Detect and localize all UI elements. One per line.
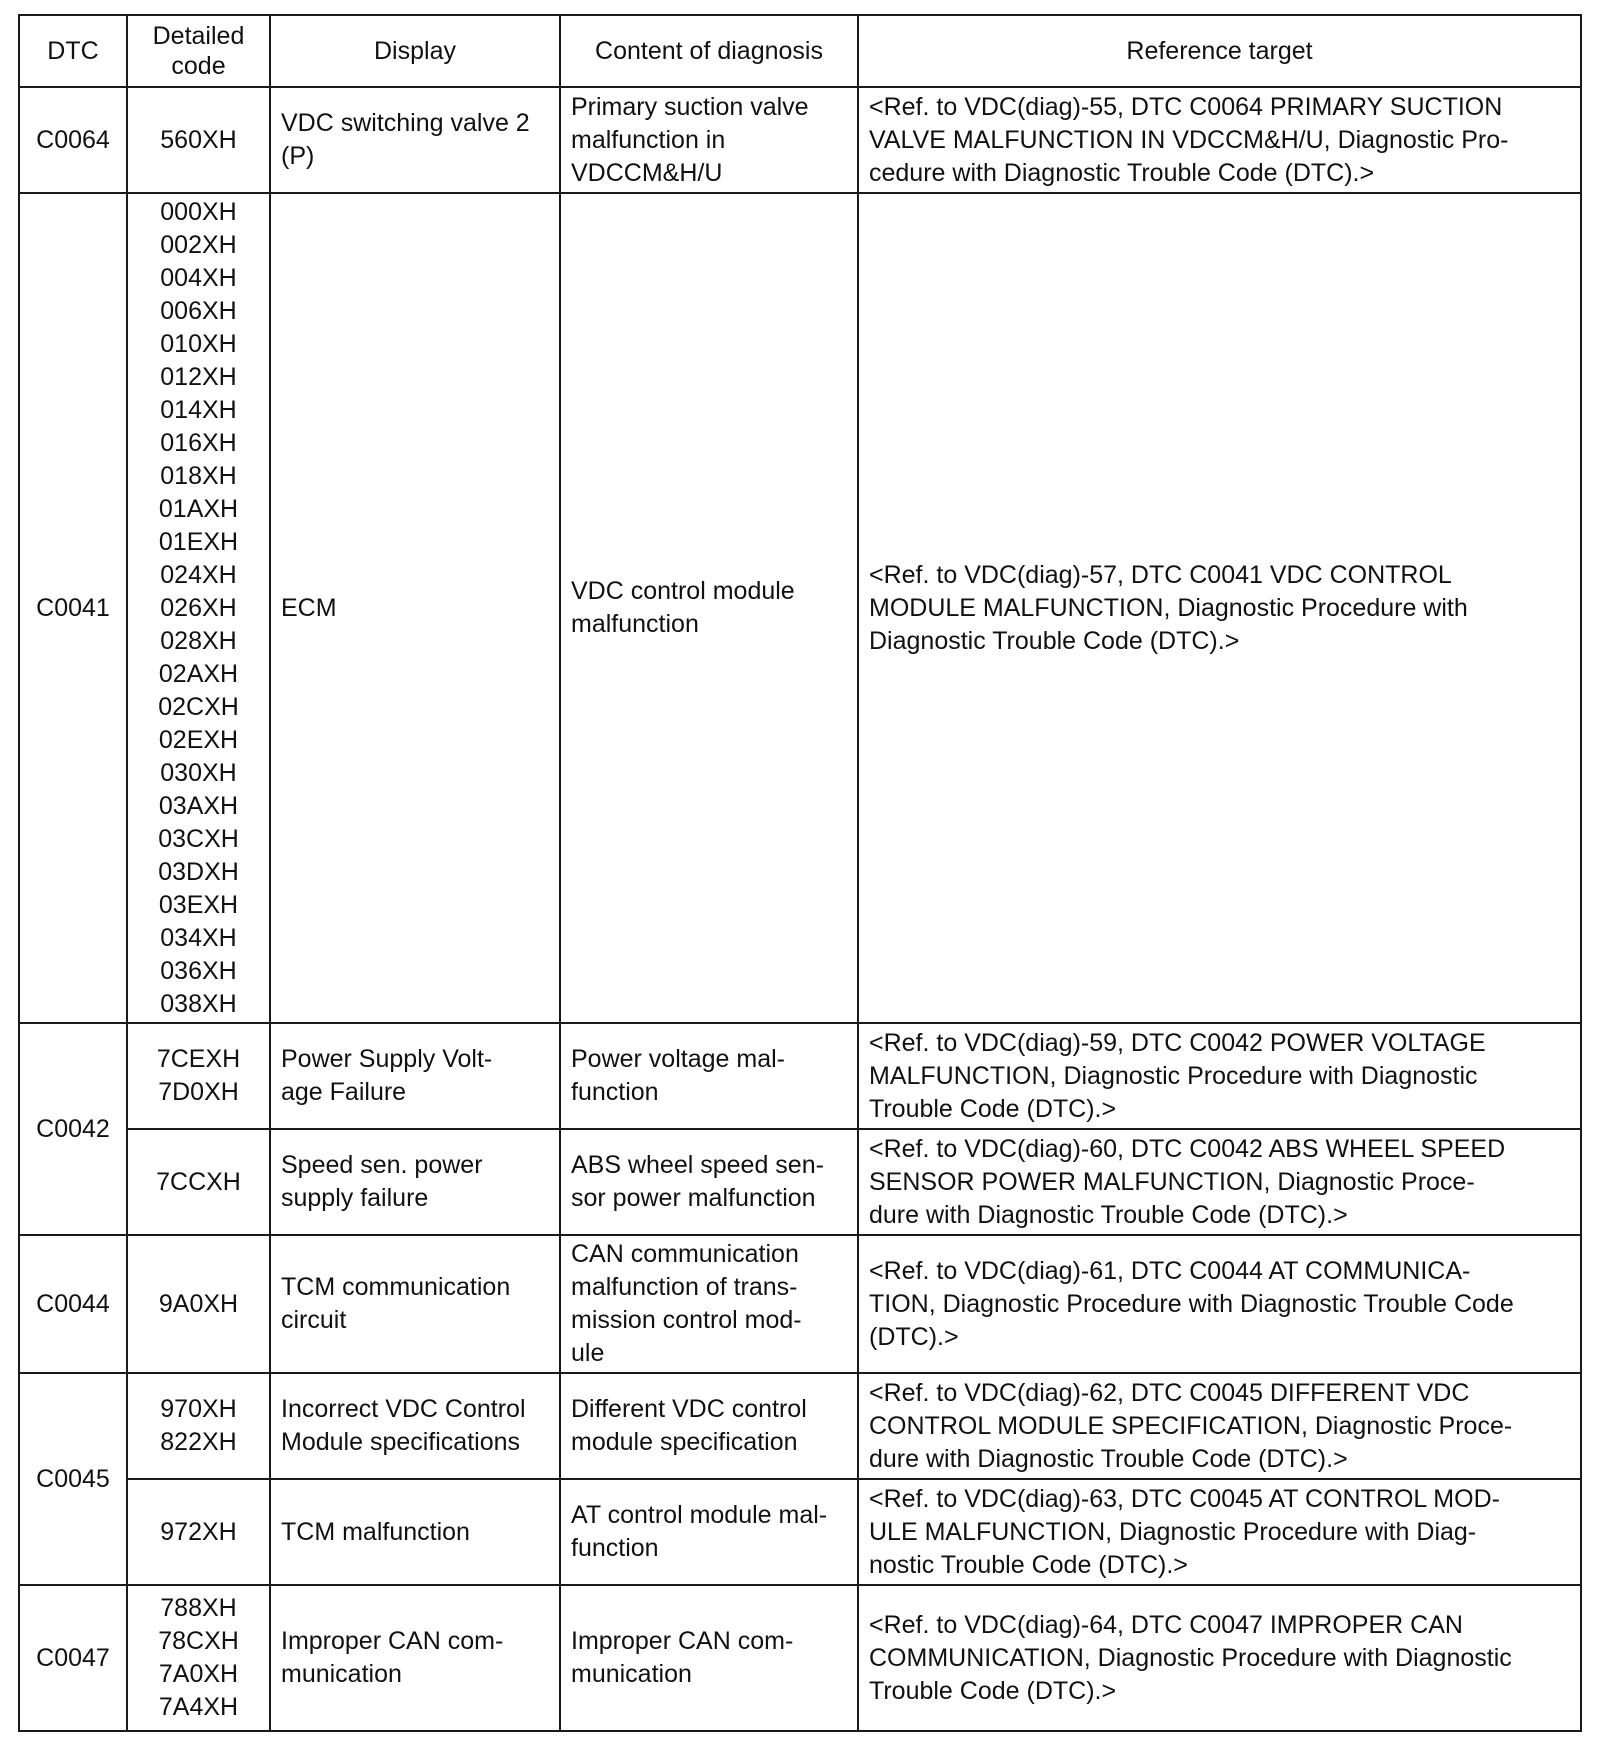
header-content: Content of diagnosis [560, 15, 858, 87]
dtc-cell: C0045 [19, 1373, 127, 1585]
reference-cell: <Ref. to VDC(diag)-59, DTC C0042 POWER VOLTAGE MALFUNCTION, Diagnostic Procedure with Diagnostic Trouble Code (DTC).> [858, 1023, 1581, 1129]
detailed-code-cell: 970XH 822XH [127, 1373, 270, 1479]
reference-cell: <Ref. to VDC(diag)-63, DTC C0045 AT CONTROL MOD- ULE MALFUNCTION, Diagnostic Procedure with Diag- nostic Trouble Code (DTC).> [858, 1479, 1581, 1585]
display-cell: Speed sen. power supply failure [270, 1129, 560, 1235]
content-cell: Primary suction valve malfunction in VDCCM&H/U [560, 87, 858, 193]
content-cell: ABS wheel speed sen- sor power malfunction [560, 1129, 858, 1235]
detailed-code-cell: 560XH [127, 87, 270, 193]
header-detailed-code: Detailed code [127, 15, 270, 87]
dtc-cell: C0047 [19, 1585, 127, 1731]
dtc-table [18, 14, 1582, 1732]
content-cell: CAN communication malfunction of trans- mission control mod- ule [560, 1235, 858, 1373]
detailed-code-cell: 000XH 002XH 004XH 006XH 010XH 012XH 014XH 016XH 018XH 01AXH 01EXH 024XH 026XH 028XH 02AXH 02CXH 02EXH 030XH 03AXH 03CXH 03DXH 03EXH 034XH 036XH 038XH [127, 193, 270, 1023]
detailed-code-cell: 9A0XH [127, 1235, 270, 1373]
display-cell: Improper CAN com- munication [270, 1585, 560, 1731]
table-row [19, 1235, 1581, 1373]
table-header-row [19, 15, 1581, 87]
reference-cell: <Ref. to VDC(diag)-60, DTC C0042 ABS WHEEL SPEED SENSOR POWER MALFUNCTION, Diagnostic Proce- dure with Diagnostic Trouble Code (DTC).> [858, 1129, 1581, 1235]
table-row [19, 1373, 1581, 1479]
display-cell: TCM communication circuit [270, 1235, 560, 1373]
detailed-code-cell: 7CEXH 7D0XH [127, 1023, 270, 1129]
content-cell: Power voltage mal- function [560, 1023, 858, 1129]
reference-cell: <Ref. to VDC(diag)-61, DTC C0044 AT COMMUNICA- TION, Diagnostic Procedure with Diagnostic Trouble Code (DTC).> [858, 1235, 1581, 1373]
detailed-code-cell: 972XH [127, 1479, 270, 1585]
reference-cell: <Ref. to VDC(diag)-57, DTC C0041 VDC CONTROL MODULE MALFUNCTION, Diagnostic Procedure with Diagnostic Trouble Code (DTC).> [858, 193, 1581, 1023]
reference-cell: <Ref. to VDC(diag)-55, DTC C0064 PRIMARY SUCTION VALVE MALFUNCTION IN VDCCM&H/U, Diagnostic Pro- cedure with Diagnostic Trouble Code (DTC).> [858, 87, 1581, 193]
table-row [19, 193, 1581, 1023]
table-row [19, 1585, 1581, 1731]
dtc-cell: C0042 [19, 1023, 127, 1235]
detailed-code-cell: 788XH 78CXH 7A0XH 7A4XH [127, 1585, 270, 1731]
display-cell: TCM malfunction [270, 1479, 560, 1585]
table-row [19, 1479, 1581, 1585]
dtc-cell: C0044 [19, 1235, 127, 1373]
table-row [19, 87, 1581, 193]
display-cell: Power Supply Volt- age Failure [270, 1023, 560, 1129]
reference-cell: <Ref. to VDC(diag)-64, DTC C0047 IMPROPER CAN COMMUNICATION, Diagnostic Procedure with Diagnostic Trouble Code (DTC).> [858, 1585, 1581, 1731]
display-cell: ECM [270, 193, 560, 1023]
dtc-cell: C0064 [19, 87, 127, 193]
content-cell: AT control module mal- function [560, 1479, 858, 1585]
content-cell: VDC control module malfunction [560, 193, 858, 1023]
table-row [19, 1023, 1581, 1129]
detailed-code-cell: 7CCXH [127, 1129, 270, 1235]
table-row [19, 1129, 1581, 1235]
reference-cell: <Ref. to VDC(diag)-62, DTC C0045 DIFFERENT VDC CONTROL MODULE SPECIFICATION, Diagnostic Proce- dure with Diagnostic Trouble Code (DTC).> [858, 1373, 1581, 1479]
display-cell: Incorrect VDC Control Module specifications [270, 1373, 560, 1479]
header-reference: Reference target [858, 15, 1581, 87]
display-cell: VDC switching valve 2 (P) [270, 87, 560, 193]
header-display: Display [270, 15, 560, 87]
content-cell: Different VDC control module specification [560, 1373, 858, 1479]
dtc-cell: C0041 [19, 193, 127, 1023]
header-dtc: DTC [19, 15, 127, 87]
content-cell: Improper CAN com- munication [560, 1585, 858, 1731]
